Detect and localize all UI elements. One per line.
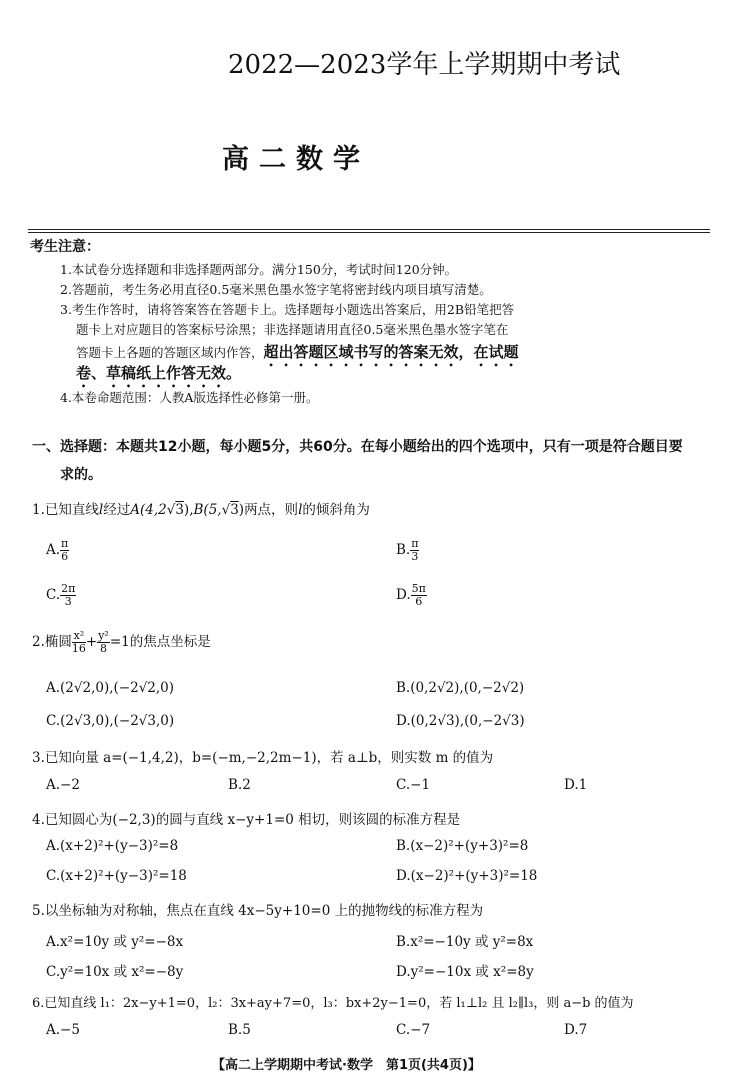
q6-option-a: A.−5 bbox=[46, 1022, 80, 1038]
q1-d-num: 5π bbox=[411, 582, 426, 595]
q1-text-a: 1.已知直线 bbox=[32, 502, 99, 518]
q1-option-c bbox=[46, 583, 76, 608]
q2-option-d: D.(0,2√3),(0,−2√3) bbox=[396, 713, 525, 729]
q5-option-d: D.y²=−10x 或 x²=8y bbox=[396, 964, 534, 980]
question-5-stem: 5.以坐标轴为对称轴，焦点在直线 4x−5y+10=0 上的抛物线的标准方程为 bbox=[32, 903, 484, 919]
q3-option-d: D.1 bbox=[564, 777, 588, 793]
q6-option-d: D.7 bbox=[564, 1022, 588, 1038]
q1-option-a bbox=[46, 538, 69, 563]
q1-d-label: D. bbox=[396, 587, 411, 603]
question-6-stem: 6.已知直线 l₁：2x−y+1=0，l₂：3x+ay+7=0，l₃：bx+2y−1=0，若 l₁⊥l₂ 且 l₂∥l₃，则 a−b 的值为 bbox=[32, 996, 634, 1011]
notice-item-3-cont: 题卡上对应题目的答案标号涂黑；非选择题请用直径0.5毫米黑色墨水签字笔在 bbox=[76, 322, 509, 337]
q3-option-a: A.−2 bbox=[46, 777, 80, 793]
question-3-stem: 3.已知向量 a=(−1,4,2)，b=(−m,−2,2m−1)，若 a⊥b，则实数 m 的值为 bbox=[32, 750, 494, 766]
q1-point-b-root: 3 bbox=[230, 502, 239, 518]
subject-title: 高二数学 bbox=[222, 144, 370, 175]
q1-b-num: π bbox=[411, 537, 419, 550]
q2-frac1-num: x² bbox=[73, 629, 85, 642]
section-heading-cont: 求的。 bbox=[60, 467, 102, 483]
q6-option-b: B.5 bbox=[228, 1022, 251, 1038]
q1-point-b-end: ) bbox=[238, 502, 245, 518]
q2-option-b: B.(0,2√2),(0,−2√2) bbox=[396, 680, 525, 696]
q1-c-num: 2π bbox=[61, 582, 76, 595]
q1-a-den: 6 bbox=[61, 550, 69, 563]
section-heading: 一、选择题：本题共12小题，每小题5分，共60分。在每小题给出的四个选项中，只有一项是符合题目要 bbox=[32, 439, 683, 455]
q2-fraction-2 bbox=[97, 630, 110, 655]
q4-option-a: A.(x+2)²+(y−3)²=8 bbox=[46, 838, 179, 854]
q4-option-b: B.(x−2)²+(y+3)²=8 bbox=[396, 838, 529, 854]
notice-item-3-text: 答题卡上各题的答题区域内作答， bbox=[76, 345, 264, 360]
q1-point-b: B(5, bbox=[193, 502, 222, 518]
q2-fraction-1 bbox=[72, 630, 86, 655]
q1-a-label: A. bbox=[46, 542, 61, 558]
q2-frac2-den: 8 bbox=[100, 642, 108, 655]
q1-text-c: 两点，则 bbox=[244, 502, 299, 518]
q5-option-a: A.x²=10y 或 y²=−8x bbox=[46, 934, 184, 950]
exam-title: 2022—2023学年上学期期中考试 bbox=[228, 50, 621, 80]
notice-item-3: 3.考生作答时，请将答案答在答题卡上。选择题每小题选出答案后，用2B铅笔把答 bbox=[60, 302, 515, 317]
q1-c-den: 3 bbox=[64, 595, 72, 608]
q3-option-c: C.−1 bbox=[396, 777, 431, 793]
notice-emphasis-1: 超出答题区域书写的答案无效，在试题 bbox=[263, 343, 519, 361]
divider-line-top bbox=[28, 229, 710, 230]
notice-emphasis-2: 卷、草稿纸上作答无效。 bbox=[76, 364, 242, 382]
q3-option-b: B.2 bbox=[228, 777, 251, 793]
q6-option-c: C.−7 bbox=[396, 1022, 431, 1038]
q1-a-num: π bbox=[61, 537, 69, 550]
q1-text-d: 的倾斜角为 bbox=[302, 502, 370, 518]
q1-option-b bbox=[396, 538, 419, 563]
q2-option-c: C.(2√3,0),(−2√3,0) bbox=[46, 713, 175, 729]
q2-frac1-den: 16 bbox=[71, 642, 86, 655]
q4-option-c: C.(x+2)²+(y−3)²=18 bbox=[46, 868, 187, 884]
divider-line-bottom bbox=[28, 232, 710, 233]
q1-var-l: l bbox=[98, 502, 104, 518]
page-footer: 【高二上学期期中考试·数学 第1页(共4页)】 bbox=[212, 1058, 481, 1073]
q5-option-b: B.x²=−10y 或 y²=8x bbox=[396, 934, 534, 950]
q1-text-b: 经过 bbox=[103, 502, 131, 518]
q1-point-a: A(4,2 bbox=[130, 502, 167, 518]
q2-frac2-num: y² bbox=[98, 629, 109, 642]
notice-item-2: 2.答题前，考生务必用直径0.5毫米黑色墨水签字笔将密封线内项目填写清楚。 bbox=[60, 282, 492, 297]
question-1-stem: 1.已知直线l经过A(4,2√3),B(5,√3)两点，则l的倾斜角为 bbox=[32, 502, 370, 518]
q4-option-d: D.(x−2)²+(y+3)²=18 bbox=[396, 868, 538, 884]
question-4-stem: 4.已知圆心为(−2,3)的圆与直线 x−y+1=0 相切，则该圆的标准方程是 bbox=[32, 812, 461, 828]
q1-c-label: C. bbox=[46, 587, 61, 603]
q1-point-a-root: 3 bbox=[175, 502, 184, 518]
q5-option-c: C.y²=10x 或 x²=−8y bbox=[46, 964, 184, 980]
notice-heading: 考生注意： bbox=[30, 239, 100, 255]
q1-var-l-2: l bbox=[298, 502, 303, 518]
q2-text-a: 2.椭圆 bbox=[32, 634, 72, 650]
q2-text-b: =1的焦点坐标是 bbox=[109, 634, 211, 650]
q1-a-fraction bbox=[60, 538, 69, 563]
question-2-stem bbox=[32, 630, 211, 655]
q1-b-fraction bbox=[410, 538, 419, 563]
q1-d-fraction bbox=[411, 583, 427, 608]
q2-plus: + bbox=[85, 634, 98, 650]
q1-b-den: 3 bbox=[411, 550, 419, 563]
q1-sqrt-sign: √ bbox=[166, 502, 176, 518]
q1-b-label: B. bbox=[396, 542, 411, 558]
q1-c-fraction bbox=[60, 583, 76, 608]
notice-item-4: 4.本卷命题范围：人教A版选择性必修第一册。 bbox=[60, 390, 319, 405]
q1-option-d bbox=[396, 583, 427, 608]
q2-option-a: A.(2√2,0),(−2√2,0) bbox=[46, 680, 175, 696]
q1-sqrt-sign-b: √ bbox=[221, 502, 231, 518]
q1-point-a-end: ) bbox=[183, 502, 190, 518]
notice-item-1: 1.本试卷分选择题和非选择题两部分。满分150分，考试时间120分钟。 bbox=[60, 262, 458, 277]
q1-d-den: 6 bbox=[415, 595, 423, 608]
